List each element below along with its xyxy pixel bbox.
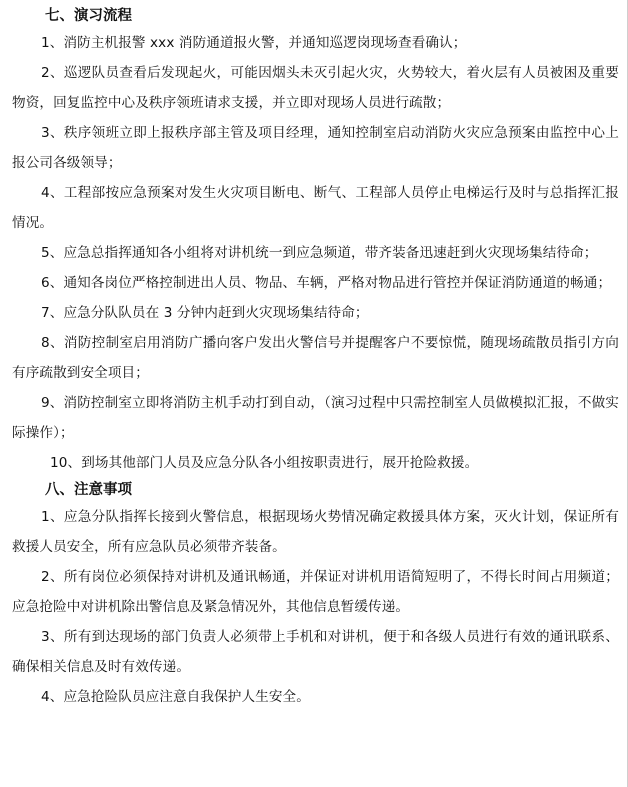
section-heading-drill-process: 七、演习流程 <box>45 8 132 24</box>
section-heading-precautions: 八、注意事项 <box>45 482 132 498</box>
drill-step-2: 2、巡逻队员查看后发现起火，可能因烟头未灭引起火灾，火势较大，着火层有人员被困及重要物资，回复监控中心及秩序领班请求支援，并立即对现场人员进行疏散； <box>12 65 619 111</box>
drill-step-3: 3、秩序领班立即上报秩序部主管及项目经理，通知控制室启动消防火灾应急预案由监控中心上报公司各级领导； <box>12 125 619 171</box>
drill-step-5: 5、应急总指挥通知各小组将对讲机统一到应急频道，带齐装备迅速赶到火灾现场集结待命； <box>41 245 598 261</box>
drill-step-8: 8、消防控制室启用消防广播向客户发出火警信号并提醒客户不要惊慌，随现场疏散员指引方向有序疏散到安全项目； <box>12 335 619 381</box>
drill-step-7: 7、应急分队队员在 3 分钟内赶到火灾现场集结待命； <box>41 305 369 321</box>
drill-step-10: 10、到场其他部门人员及应急分队各小组按职责进行，展开抢险救援。 <box>50 455 479 471</box>
precaution-1: 1、应急分队指挥长接到火警信息，根据现场火势情况确定救援具体方案，灭火计划，保证所有救援人员安全，所有应急队员必须带齐装备。 <box>12 509 619 555</box>
precaution-4: 4、应急抢险队员应注意自我保护人生安全。 <box>41 689 310 705</box>
drill-step-4: 4、工程部按应急预案对发生火灾项目断电、断气、工程部人员停止电梯运行及时与总指挥汇报情况。 <box>12 185 619 231</box>
drill-step-6: 6、通知各岗位严格控制进出人员、物品、车辆，严格对物品进行管控并保证消防通道的畅通； <box>41 275 612 291</box>
drill-step-1: 1、消防主机报警 xxx 消防通道报火警，并通知巡逻岗现场查看确认； <box>41 35 467 51</box>
drill-step-9: 9、消防控制室立即将消防主机手动打到自动，（演习过程中只需控制室人员做模拟汇报，不做实际操作）； <box>12 395 619 441</box>
precaution-3: 3、所有到达现场的部门负责人必须带上手机和对讲机，便于和各级人员进行有效的通讯联系、确保相关信息及时有效传递。 <box>12 629 619 675</box>
precaution-2: 2、所有岗位必须保持对讲机及通讯畅通，并保证对讲机用语简短明了，不得长时间占用频道；应急抢险中对讲机除出警信息及紧急情况外，其他信息暂缓传递。 <box>12 569 619 615</box>
